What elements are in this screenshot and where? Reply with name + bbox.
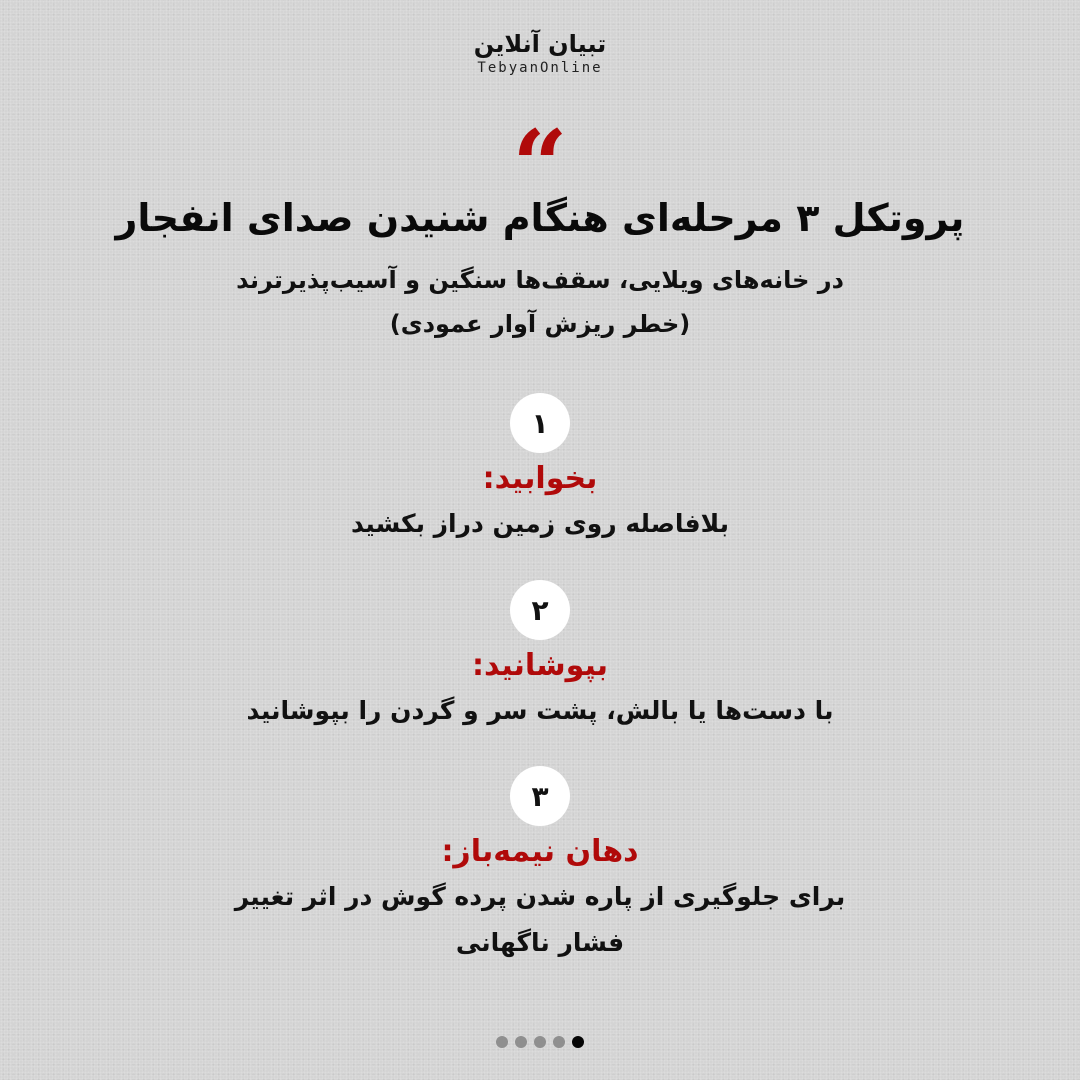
pagination-dot-5-active[interactable]: [572, 1036, 584, 1048]
pagination-dot-4[interactable]: [553, 1036, 565, 1048]
pagination-dot-1[interactable]: [496, 1036, 508, 1048]
brand-name-en: TebyanOnline: [477, 60, 603, 76]
step-1: [0, 393, 1080, 547]
step-number-badge: ۳: [510, 766, 570, 826]
step-3: [0, 766, 1080, 966]
step-description-line-2: فشار ناگهانی: [455, 928, 625, 957]
subtitle-line-2: (خطر ریزش آوار عمودی): [389, 310, 691, 338]
brand-name-fa: تبیان آنلاین: [473, 30, 607, 58]
pagination-dot-3[interactable]: [534, 1036, 546, 1048]
step-2: [0, 580, 1080, 734]
step-description: بلافاصله روی زمین دراز بکشید: [350, 509, 730, 538]
subtitle-line-1: در خانه‌های ویلایی، سقف‌ها سنگین و آسیب‌پذیرترند: [236, 266, 844, 294]
step-description-line-1: برای جلوگیری از پاره شدن پرده گوش در اثر تغییر: [234, 882, 846, 911]
step-heading: دهان نیمه‌باز:: [441, 834, 639, 869]
subtitle: [0, 258, 1080, 346]
step-number-badge: ۱: [510, 393, 570, 453]
step-description: با دست‌ها یا بالش، پشت سر و گردن را بپوشانید: [246, 696, 834, 725]
pagination-dot-2[interactable]: [515, 1036, 527, 1048]
step-heading: بخوابید:: [482, 461, 598, 496]
carousel-pagination: [0, 1036, 1080, 1048]
brand-logo: [0, 30, 1080, 76]
left-double-quote-icon: “: [512, 118, 568, 178]
page-title: پروتکل ۳ مرحله‌ای هنگام شنیدن صدای انفجار: [115, 196, 965, 240]
step-number-badge: ۲: [510, 580, 570, 640]
step-heading: بپوشانید:: [472, 648, 608, 683]
